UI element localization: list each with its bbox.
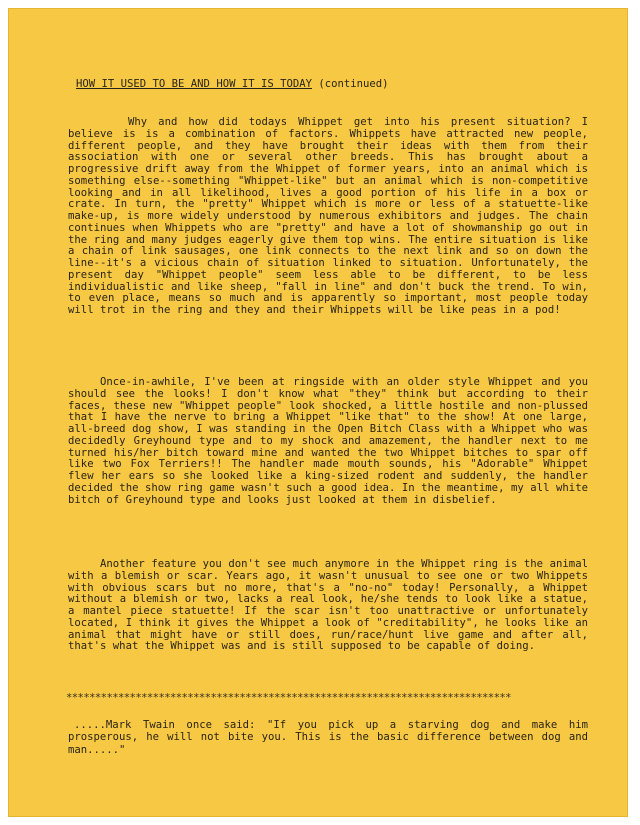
asterisk-divider: *****************************************************************************: [66, 692, 511, 704]
page-title-suffix: (continued): [312, 78, 389, 90]
closing-quote: .....Mark Twain once said: "If you pick up a starving dog and make him prosperous, he will not bite you. This is the basic difference between dog and man.....": [68, 719, 588, 756]
paragraph-1: Why and how did todays Whippet get into his present situation? I believe is is a combination of factors. Whippets have attracted new people, different people, and they have brought their ideas with them from their association with one or several other breeds. This has brought about a progressive drift away from the Whippet of former years, into an animal which is something else--something "Whippet-like" but an animal which is non-competitive looking and in all likelihood, lives a good portion of his life in a box or crate. In turn, the "pretty" Whippet which is more or less of a statuette-like make-up, is more widely understood by numerous exhibitors and judges. The chain continues when Whippets who are "pretty" and have a lot of showmanship go out in the ring and many judges eagerly give them top wins. The entire situation is like a chain of link sausages, one link connects to the next link and so on down the line--it's a vicious chain of situation linked to situation. Unfortunately, the present day "Whippet people" seem less able to be different, to be less individualistic and like sheep, "fall in line" and don't buck the trend. To win, to even place, means so much and is apparently so important, most people today will trot in the ring and they and their Whippets will be like peas in a pod!: [68, 116, 588, 316]
paragraph-3: Another feature you don't see much anymore in the Whippet ring is the animal with a blemish or scar. Years ago, it wasn't unusual to see one or two Whippets with obvious scars but no more, that's a "no-no" today! Personally, a Whippet without a blemish or two, lacks a real look, he/she tends to look like a statue, a mantel piece statuette! If the scar isn't too unattractive or unfortunately located, I think it gives the Whippet a look of "creditability", he looks like an animal that might have or still does, run/race/hunt live game and after all, that's what the Whippet was and is still supposed to be capable of doing.: [68, 558, 588, 653]
page-title: [76, 78, 389, 90]
paragraph-2: Once-in-awhile, I've been at ringside with an older style Whippet and you should see the looks! I don't know what "they" think but according to their faces, these new "Whippet people" look shocked, a little hostile and non-plussed that I have the nerve to bring a Whippet "like that" to the show! At one large, all-breed dog show, I was standing in the Open Bitch Class with a Whippet who was decidedly Greyhound type and to my shock and amazement, the handler next to me turned his/her bitch toward mine and wanted the two Whippet bitches to spar off like two Fox Terriers!! The handler made mouth sounds, his "Adorable" Whippet flew her ears so she looked like a king-sized rodent and suddenly, the handler decided the show ring game wasn't such a good idea. In the meantime, my all white bitch of Greyhound type and looks just looked at them in disbelief.: [68, 376, 588, 506]
page-title-main: HOW IT USED TO BE AND HOW IT IS TODAY: [76, 78, 312, 90]
document-page: [8, 8, 628, 817]
